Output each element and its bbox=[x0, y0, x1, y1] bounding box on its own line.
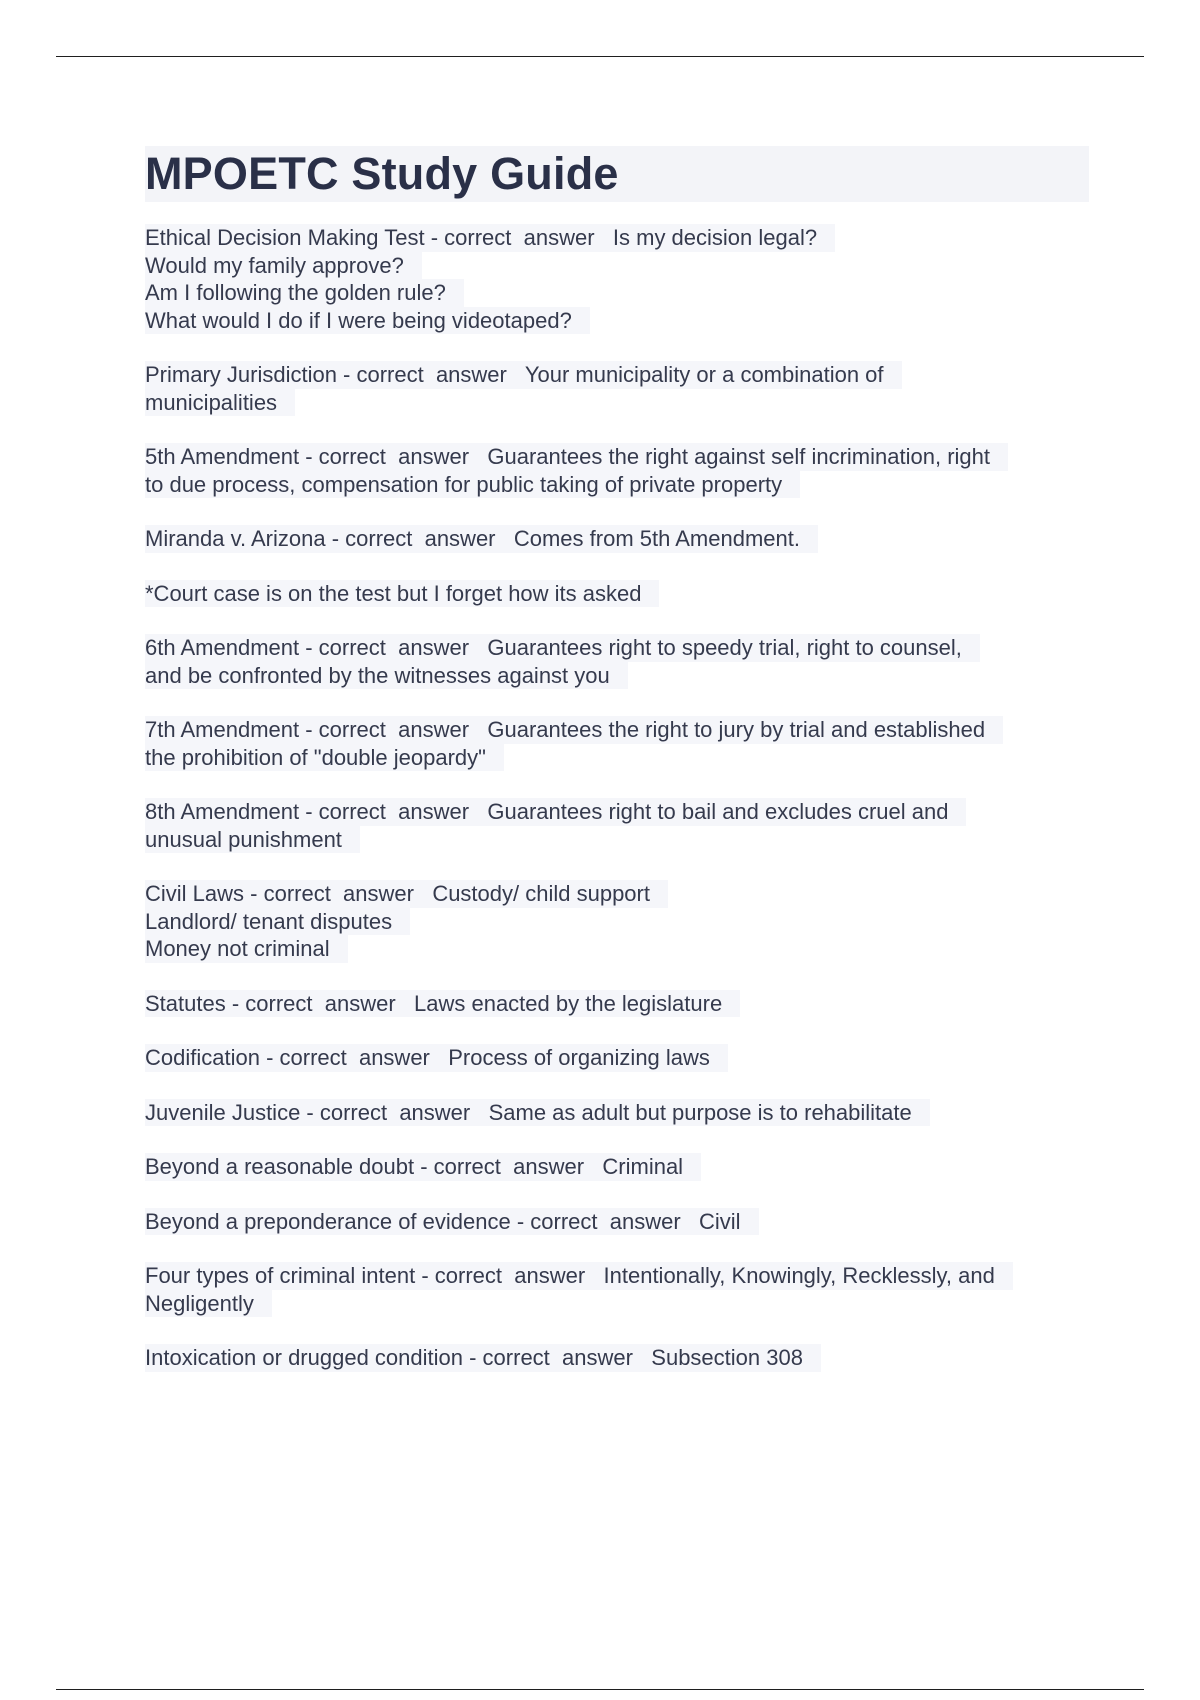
answer-continuation: to due process, compensation for public taking of private property bbox=[145, 471, 800, 499]
term: Beyond a reasonable doubt bbox=[145, 1154, 415, 1179]
qa-first-line bbox=[145, 443, 1008, 471]
qa-first-line bbox=[145, 798, 966, 826]
qa-item bbox=[145, 224, 1089, 334]
answer-separator: - correct answer bbox=[510, 1208, 699, 1234]
term: Ethical Decision Making Test bbox=[145, 225, 425, 250]
answer-text: Same as adult but purpose is to rehabilitate bbox=[488, 1099, 912, 1125]
answer-text: Comes from 5th Amendment. bbox=[513, 526, 800, 551]
qa-first-line bbox=[145, 716, 1003, 744]
answer-continuation: Negligently bbox=[145, 1290, 272, 1318]
title-band bbox=[145, 146, 1089, 202]
qa-item bbox=[145, 1344, 1089, 1372]
qa-first-line bbox=[145, 224, 835, 252]
header-rule bbox=[56, 56, 1144, 57]
answer-separator: - correct answer bbox=[415, 1263, 604, 1288]
qa-first-line bbox=[145, 1044, 728, 1072]
note-item bbox=[145, 580, 1089, 608]
qa-first-line bbox=[145, 634, 980, 662]
qa-item bbox=[145, 443, 1089, 498]
answer-separator: - correct answer bbox=[463, 1345, 652, 1370]
footer-rule bbox=[56, 1689, 1144, 1690]
qa-first-line bbox=[145, 361, 902, 389]
answer-text: Is my decision legal? bbox=[612, 225, 818, 250]
answer-text: Guarantees the right to jury by trial and established bbox=[487, 717, 986, 742]
answer-continuation: What would I do if I were being videotaped? bbox=[145, 307, 590, 335]
term: Juvenile Justice bbox=[145, 1099, 301, 1125]
answer-text: Guarantees right to speedy trial, right to counsel, bbox=[487, 635, 962, 660]
answer-text: Process of organizing laws bbox=[448, 1045, 710, 1070]
answer-continuation: Landlord/ tenant disputes bbox=[145, 908, 410, 936]
answer-continuation: and be confronted by the witnesses against you bbox=[145, 662, 628, 690]
qa-item bbox=[145, 1099, 1089, 1127]
term: Intoxication or drugged condition bbox=[145, 1345, 463, 1370]
qa-item bbox=[145, 1262, 1089, 1317]
qa-item bbox=[145, 1208, 1089, 1236]
answer-separator: - correct answer bbox=[414, 1154, 603, 1179]
note-text: *Court case is on the test but I forget how its asked bbox=[145, 580, 659, 608]
qa-first-line bbox=[145, 1344, 821, 1372]
answer-separator: - correct answer bbox=[225, 990, 414, 1016]
qa-first-line bbox=[145, 880, 668, 908]
term: Civil Laws bbox=[145, 881, 245, 906]
qa-item bbox=[145, 525, 1089, 553]
term: Codification bbox=[145, 1045, 260, 1070]
answer-text: Intentionally, Knowingly, Recklessly, and bbox=[603, 1263, 995, 1288]
term: Four types of criminal intent bbox=[145, 1263, 416, 1288]
answer-separator: - correct answer bbox=[244, 881, 433, 906]
term: Statutes bbox=[145, 990, 226, 1016]
qa-first-line bbox=[145, 1208, 759, 1236]
answer-separator: - correct answer bbox=[325, 526, 514, 551]
answer-text: Subsection 308 bbox=[651, 1345, 803, 1370]
answer-text: Criminal bbox=[602, 1154, 684, 1179]
answer-separator: - correct answer bbox=[299, 799, 488, 824]
answer-separator: - correct answer bbox=[299, 717, 488, 742]
qa-item bbox=[145, 1153, 1089, 1181]
answer-text: Civil bbox=[699, 1208, 741, 1234]
answer-text: Guarantees the right against self incrimination, right bbox=[487, 444, 990, 469]
qa-first-line bbox=[145, 1153, 701, 1181]
answer-separator: - correct answer bbox=[424, 225, 613, 250]
qa-item bbox=[145, 716, 1089, 771]
term: 5th Amendment bbox=[145, 444, 300, 469]
qa-item bbox=[145, 361, 1089, 416]
answer-continuation: Would my family approve? bbox=[145, 252, 422, 280]
answer-text: Laws enacted by the legislature bbox=[414, 990, 723, 1016]
qa-item bbox=[145, 1044, 1089, 1072]
term: 6th Amendment bbox=[145, 635, 300, 660]
qa-item bbox=[145, 634, 1089, 689]
term: 7th Amendment bbox=[145, 717, 300, 742]
qa-first-line bbox=[145, 1262, 1013, 1290]
answer-continuation: the prohibition of "double jeopardy" bbox=[145, 744, 504, 772]
answer-text: Custody/ child support bbox=[432, 881, 650, 906]
answer-continuation: Money not criminal bbox=[145, 935, 348, 963]
answer-continuation: unusual punishment bbox=[145, 826, 360, 854]
qa-first-line bbox=[145, 990, 740, 1018]
page-title: MPOETC Study Guide bbox=[145, 148, 619, 199]
qa-first-line bbox=[145, 525, 818, 553]
qa-first-line bbox=[145, 1099, 930, 1127]
term: 8th Amendment bbox=[145, 799, 300, 824]
qa-item bbox=[145, 880, 1089, 963]
answer-separator: - correct answer bbox=[259, 1045, 449, 1070]
answer-separator: - correct answer bbox=[299, 444, 488, 469]
answer-separator: - correct answer bbox=[300, 1099, 489, 1125]
qa-item bbox=[145, 990, 1089, 1018]
term: Beyond a preponderance of evidence bbox=[145, 1208, 511, 1234]
study-entries bbox=[145, 224, 1089, 1372]
answer-continuation: municipalities bbox=[145, 389, 295, 417]
answer-separator: - correct answer bbox=[299, 635, 488, 660]
answer-continuation: Am I following the golden rule? bbox=[145, 279, 464, 307]
answer-text: Guarantees right to bail and excludes cruel and bbox=[487, 799, 949, 824]
answer-text: Your municipality or a combination of bbox=[524, 362, 884, 387]
page-content bbox=[145, 146, 1089, 1399]
term: Miranda v. Arizona bbox=[145, 526, 326, 551]
answer-separator: - correct answer bbox=[336, 362, 525, 387]
term: Primary Jurisdiction bbox=[145, 362, 337, 387]
qa-item bbox=[145, 798, 1089, 853]
